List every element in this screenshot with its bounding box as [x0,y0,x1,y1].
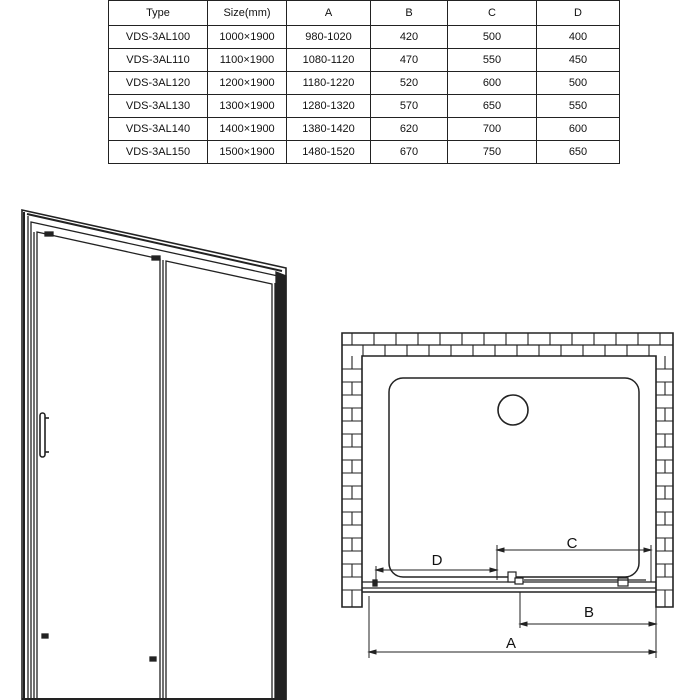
table-cell: 1180-1220 [287,72,371,95]
table-cell: 1080-1120 [287,49,371,72]
table-cell: 650 [448,95,537,118]
table-cell: 700 [448,118,537,141]
table-cell: VDS-3AL150 [109,141,208,164]
shower-tray [389,378,639,577]
table-cell: 1480-1520 [287,141,371,164]
table-cell: 750 [448,141,537,164]
table-cell: 600 [537,118,620,141]
wall-profile [276,272,286,700]
table-cell: 1300×1900 [208,95,287,118]
dimension-label-a: A [505,635,517,652]
table-cell: 1380-1420 [287,118,371,141]
table-cell: 650 [537,141,620,164]
table-cell: 420 [371,26,448,49]
dimension-label-b: B [583,604,595,621]
header-a: A [287,1,371,26]
dimension-label-c: C [566,535,578,552]
header-c: C [448,1,537,26]
table-cell: 1200×1900 [208,72,287,95]
table-cell: 570 [371,95,448,118]
header-size: Size(mm) [208,1,287,26]
table-cell: 550 [448,49,537,72]
table-cell: VDS-3AL100 [109,26,208,49]
table-cell: 400 [537,26,620,49]
header-d: D [537,1,620,26]
table-cell: 1000×1900 [208,26,287,49]
table-cell: 520 [371,72,448,95]
brick-wall [342,333,673,607]
dimension-label-d: D [431,552,443,569]
table-cell: VDS-3AL140 [109,118,208,141]
table-cell: 1100×1900 [208,49,287,72]
table-cell: VDS-3AL130 [109,95,208,118]
header-type: Type [109,1,208,26]
table-cell: 500 [537,72,620,95]
table-cell: VDS-3AL110 [109,49,208,72]
table-cell: 1280-1320 [287,95,371,118]
table-cell: 600 [448,72,537,95]
header-b: B [371,1,448,26]
table-cell: 980-1020 [287,26,371,49]
table-cell: 1400×1900 [208,118,287,141]
table-cell: 1500×1900 [208,141,287,164]
sliding-door-drawing [22,210,286,700]
table-cell: VDS-3AL120 [109,72,208,95]
table-cell: 500 [448,26,537,49]
plan-view [342,333,673,658]
table-cell: 620 [371,118,448,141]
door-track [362,572,656,592]
drain-icon [498,395,528,425]
table-cell: 450 [537,49,620,72]
table-cell: 670 [371,141,448,164]
table-cell: 470 [371,49,448,72]
table-cell: 550 [537,95,620,118]
door-outer-frame [22,210,286,700]
